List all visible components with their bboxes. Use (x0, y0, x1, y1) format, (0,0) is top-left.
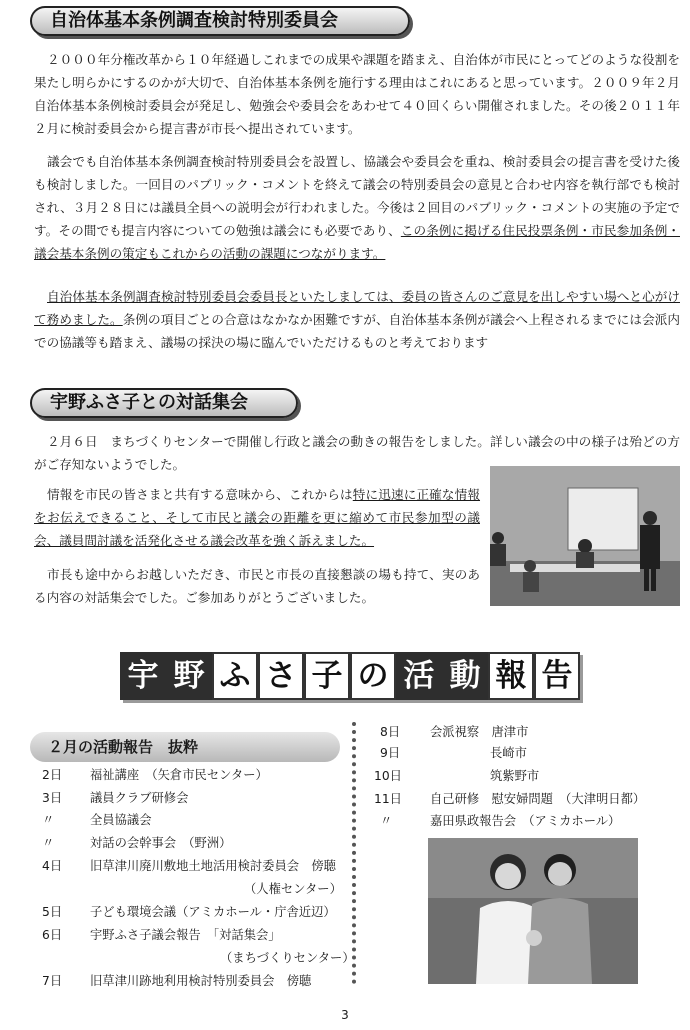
activity-date: 3日 (42, 791, 63, 805)
activity-text: 宇野ふさ子議会報告 「対話集会」 (90, 928, 281, 942)
activity-list-header: ２月の活動報告 抜粋 (30, 732, 340, 762)
banner-char: 報 (488, 652, 534, 700)
paragraph-basic-ordinance-3 (34, 285, 680, 354)
activity-date: 2日 (42, 768, 63, 782)
banner-char: 子 (304, 652, 350, 700)
activity-text: 議員クラブ研修会 (90, 791, 189, 805)
activity-date: 5日 (42, 905, 63, 919)
activity-date: 11日 (374, 792, 402, 806)
paragraph-text: 条例の項目ごとの合意はなかなか困難ですが、自治体基本条例が議会へ上程されるまでには会派内での協議等も踏まえ、議場の採決の場に臨んでいただけるものと考えております (34, 312, 681, 350)
activity-date: 〃 (42, 813, 55, 827)
paragraph-text: 議会でも自治体基本条例調査検討特別委員会を設置し、協議会や委員会を重ね、検討委員会の提言書を受けた後も検討しました。一回目のパブリック・コメントを終えて議会の特別委員会の意見と合わせ内容を執行部でも検討され、３月２８日には議員全員への説明会が行われました。今後は２回目のパブリック・コメントの実施の予定です。その間でも提言内容についての勉強は議会にも必要であり、 (34, 154, 681, 238)
activity-text: 福祉講座 （矢倉市民センター） (90, 768, 268, 782)
meeting-photo-image (490, 466, 680, 606)
banner-char: 告 (534, 652, 580, 700)
activity-text: 対話の会幹事会 （野洲） (90, 836, 232, 850)
paragraph-dialogue-3: 市長も途中からお越しいただき、市民と市長の直接懇談の場も持て、実のある内容の対話集会でした。ご参加ありがとうございました。 (34, 567, 480, 605)
banner-char: 宇 (120, 652, 166, 700)
paragraph-basic-ordinance-1: ２０００年分権改革から１０年経過しこれまでの成果や課題を踏まえ、自治体が市民にとってどのような役割を果たし明らかにするのかが大切で、自治体基本条例を施行する理由はこれにあると思っています。２００９年２月自治体基本条例検討委員会が発足し、勉強会や委員会をあわせて４０回くらい開催されました。その後２０１１年２月に検討委員会から提言書が市長へ提出されています。 (34, 52, 680, 136)
activity-date: 4日 (42, 859, 63, 873)
banner-char: 活 (396, 652, 442, 700)
activity-date: 〃 (380, 814, 393, 828)
activity-date: 8日 (380, 725, 401, 739)
banner-char: ふ (212, 652, 258, 700)
banner-char: 動 (442, 652, 488, 700)
activity-date: 9日 (380, 746, 401, 760)
underlined-text: 自治体基本条例調査検討特別委員会委員長といたしましては、委員の皆さんのご意見を出しやすい場へと心がけて務めました。 (34, 289, 680, 327)
activity-text: 旧草津川跡地利用検討特別委員会 傍聴 (90, 974, 312, 988)
activity-text: 筑紫野市 (490, 769, 540, 783)
activity-text: 自己研修 慰安婦問題 （大津明日都） (430, 792, 646, 806)
activity-text: （まちづくりセンター） (220, 951, 355, 965)
paragraph-dialogue-1: ２月６日 まちづくりセンターで開催し行政と議会の動きの報告をしました。詳しい議会の中の様子は殆どの方がご存知ないようでした。 (34, 434, 680, 472)
paragraph-text: 情報を市民の皆さまと共有する意味から、これからは (47, 487, 353, 502)
banner-char: さ (258, 652, 304, 700)
activity-text: 会派視察 唐津市 (430, 725, 529, 739)
activity-text: 長崎市 (490, 746, 527, 760)
activity-date: 7日 (42, 974, 63, 988)
paragraph-dialogue-2 (34, 483, 480, 552)
activity-report-banner (120, 648, 580, 706)
page-number: 3 (341, 1008, 349, 1022)
activity-date: 10日 (374, 769, 402, 783)
underlined-text: この条例に掲げる住民投票条例・市民参加条例・議会基本条例の策定もこれからの活動の課題につながります。 (34, 223, 680, 261)
section-title-basic-ordinance: 自治体基本条例調査検討特別委員会 (30, 6, 410, 36)
banner-char: の (350, 652, 396, 700)
activity-date: 〃 (42, 836, 55, 850)
paragraph-basic-ordinance-2 (34, 150, 680, 265)
banner-char: 野 (166, 652, 212, 700)
activity-text: 全員協議会 (90, 813, 152, 827)
activity-text: （人権センター） (244, 882, 342, 896)
meeting-photo (490, 466, 680, 606)
section-title-dialogue-meeting: 宇野ふさ子との対話集会 (30, 388, 298, 418)
activity-text: 旧草津川廃川敷地土地活用検討委員会 傍聴 (90, 859, 336, 873)
portrait-photo-image (428, 838, 638, 984)
activity-date: 6日 (42, 928, 63, 942)
activity-text: 嘉田県政報告会 （アミカホール） (430, 814, 621, 828)
underlined-text: 特に迅速に正確な情報をお伝えできること、そして市民と議会の距離を更に縮めて市民参加型の議会、議員間討議を活発化させる議会改革を強く訴えました。 (34, 487, 481, 548)
column-divider (352, 722, 356, 984)
portrait-photo (428, 838, 638, 984)
activity-text: 子ども環境会議（アミカホール・庁舎近辺） (90, 905, 336, 919)
